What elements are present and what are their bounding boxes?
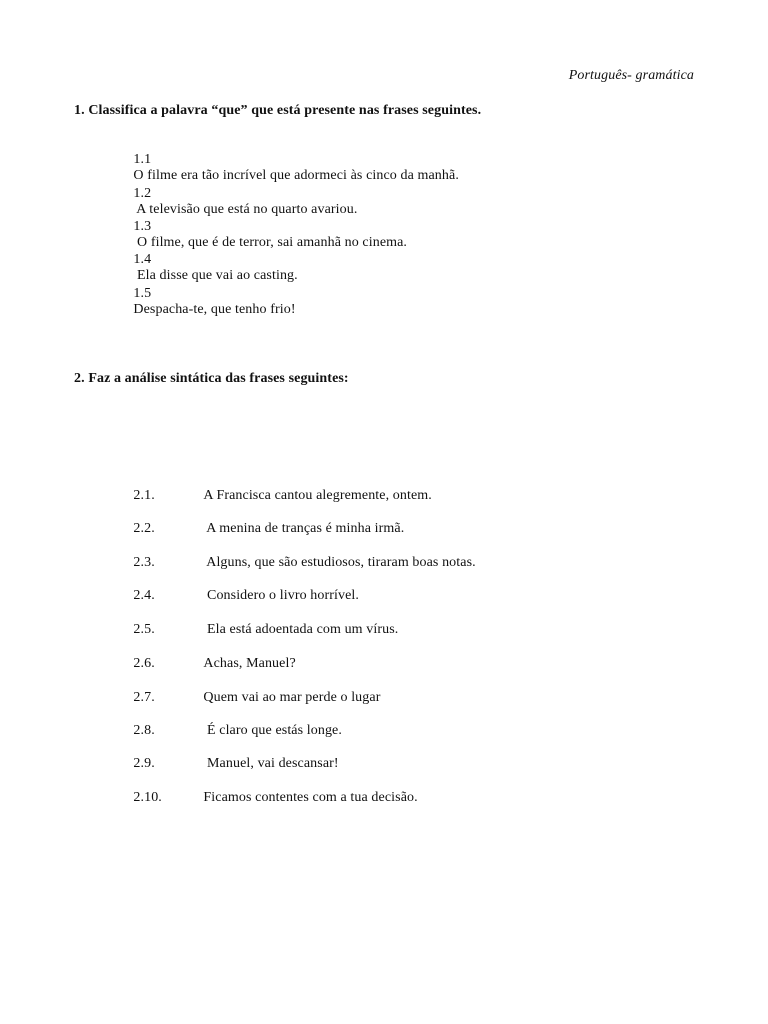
item-number: 2.3.	[133, 555, 155, 570]
item-text: O filme era tão incrível que adormeci às cinco da manhã.	[133, 168, 459, 183]
item-number: 2.1.	[133, 488, 155, 503]
item-text: A menina de tranças é minha irmã.	[203, 521, 405, 536]
document-header-title: Português- gramática	[568, 68, 694, 83]
item-text: Despacha-te, que tenho frio!	[133, 302, 296, 317]
question-1-item	[119, 270, 296, 334]
item-number: 1.5	[133, 286, 152, 301]
item-text: Manuel, vai descansar!	[203, 756, 339, 771]
item-number: 2.9.	[133, 756, 155, 771]
item-text: Ela disse que vai ao casting.	[133, 268, 298, 283]
item-number: 2.5.	[133, 622, 155, 637]
item-number: 1.3	[133, 219, 152, 234]
item-number: 1.1	[133, 152, 152, 167]
item-number: 1.4	[133, 252, 152, 267]
question-2-number: 2.	[74, 371, 85, 386]
item-text: Quem vai ao mar perde o lugar	[203, 690, 381, 705]
item-number: 2.10.	[133, 790, 162, 805]
question-1-number: 1.	[74, 103, 85, 118]
item-number: 2.2.	[133, 521, 155, 536]
item-text: Ficamos contentes com a tua decisão.	[203, 790, 418, 805]
item-number: 2.7.	[133, 690, 155, 705]
item-number: 2.6.	[133, 656, 155, 671]
item-number: 2.4.	[133, 588, 155, 603]
item-text: É claro que estás longe.	[203, 723, 342, 738]
question-2-item	[119, 774, 418, 822]
item-text: Achas, Manuel?	[203, 656, 296, 671]
question-2-heading	[74, 371, 349, 387]
item-text: Alguns, que são estudiosos, tiraram boas notas.	[203, 555, 476, 570]
item-text: A Francisca cantou alegremente, ontem.	[203, 488, 432, 503]
item-text: O filme, que é de terror, sai amanhã no cinema.	[133, 235, 408, 250]
question-1-text: Classifica a palavra “que” que está presente nas frases seguintes.	[88, 103, 482, 118]
item-number: 2.8.	[133, 723, 155, 738]
item-text: Considero o livro horrível.	[203, 588, 360, 603]
question-2-text: Faz a análise sintática das frases seguintes:	[88, 371, 349, 386]
item-number: 1.2	[133, 186, 152, 201]
item-text: Ela está adoentada com um vírus.	[203, 622, 399, 637]
question-1-heading	[74, 103, 481, 119]
item-text: A televisão que está no quarto avariou.	[133, 202, 358, 217]
